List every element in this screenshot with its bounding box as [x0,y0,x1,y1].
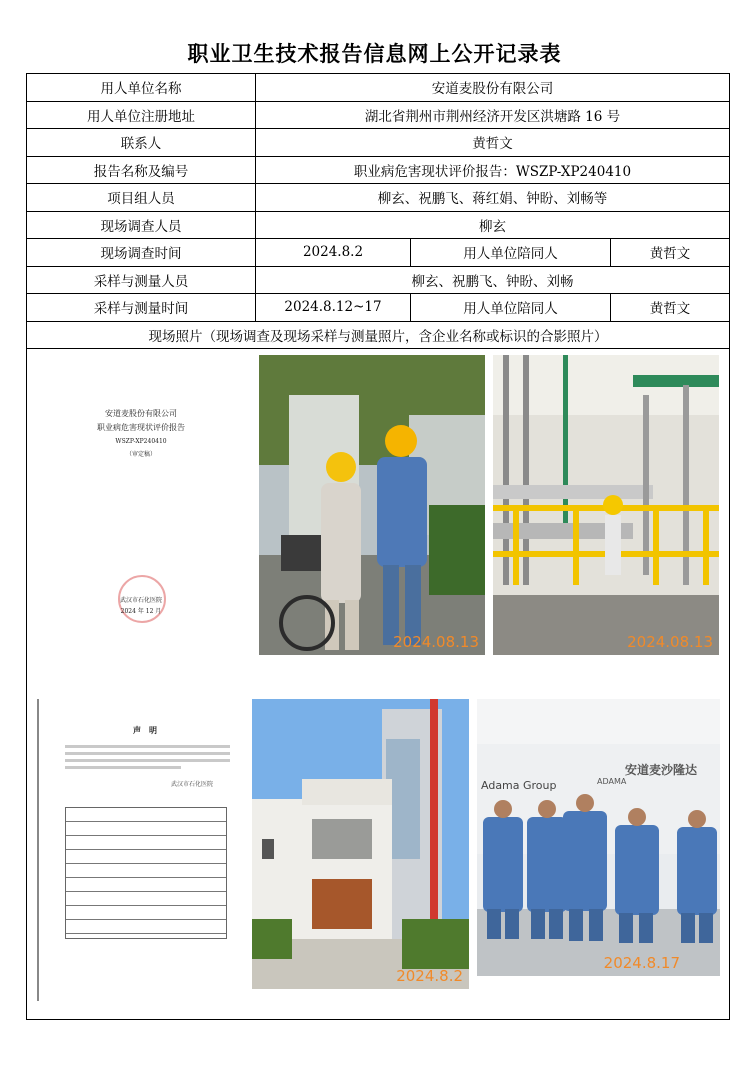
contact-value: 黄哲文 [256,129,730,157]
accompany-label-2: 用人单位陪同人 [411,294,611,322]
row-survey-staff [27,211,730,239]
survey-time-value: 2024.8.2 [256,239,411,267]
building-scene [252,699,469,989]
team-value: 柳玄、祝鹏飞、蒋红娟、钟盼、刘畅等 [256,184,730,212]
sampling-time-value: 2024.8.12~17 [256,294,411,322]
survey-staff-label: 现场调查人员 [27,211,256,239]
survey-photo-building [252,699,469,989]
workers-scene [259,355,485,655]
survey-staff-value: 柳玄 [256,211,730,239]
row-survey-time [27,239,730,267]
pipes-scene [493,355,719,655]
cover-org: 武汉市石化医院 [119,597,162,604]
accompany-label-1: 用人单位陪同人 [411,239,611,267]
company-label: 用人单位名称 [27,74,256,102]
cover-line1: 安道麦股份有限公司 [105,409,177,418]
report-value: 职业病危害现状评价报告：WSZP-XP240410 [256,156,730,184]
row-photos [27,349,730,1020]
sign-text-2: 安道麦沙隆达 [625,763,698,777]
contact-label: 联系人 [27,129,256,157]
survey-photo-workers [259,355,485,655]
row-contact [27,129,730,157]
sampling-time-label: 采样与测量时间 [27,294,256,322]
group-photo [477,699,720,976]
statement-org: 武汉市石化医院 [171,781,214,788]
group-scene [477,699,720,976]
cover-note: （审定稿） [125,451,156,458]
accompany-value-2: 黄哲文 [611,294,730,322]
signature-table [65,807,227,939]
photos-label: 现场照片（现场调查及现场采样与测量照片，含企业名称或标识的合影照片） [27,321,730,349]
statement-photo [37,699,251,1001]
photo-date-stamp-1: 2024.08.13 [393,633,479,651]
company-value: 安道麦股份有限公司 [256,74,730,102]
photo-date-stamp-2: 2024.08.13 [627,633,713,651]
photo-date-stamp-4: 2024.8.17 [603,954,680,972]
statement-heading: 声 明 [133,725,157,735]
photo-date-stamp-3: 2024.8.2 [396,967,463,985]
row-address [27,101,730,129]
photos-area [27,349,730,1020]
row-company [27,74,730,102]
accompany-value-1: 黄哲文 [611,239,730,267]
cover-date: 2024 年 12 月 [120,608,162,615]
record-table [26,73,730,1020]
address-label: 用人单位注册地址 [27,101,256,129]
cover-line2: 职业病危害现状评价报告 [97,423,185,432]
row-sampling-time [27,294,730,322]
cover-code: WSZP-XP240410 [115,438,167,445]
sampling-staff-label: 采样与测量人员 [27,266,256,294]
report-label: 报告名称及编号 [27,156,256,184]
survey-photo-pipes [493,355,719,655]
sign-text-3: ADAMA [597,777,627,786]
row-photos-label [27,321,730,349]
report-cover-photo [27,353,255,653]
sampling-staff-value: 柳玄、祝鹏飞、钟盼、刘畅 [256,266,730,294]
address-value: 湖北省荆州市荆州经济开发区洪塘路 16 号 [256,101,730,129]
sign-text-1: Adama Group [481,779,557,792]
team-label: 项目组人员 [27,184,256,212]
page-title: 职业卫生技术报告信息网上公开记录表 [187,41,562,66]
survey-time-label: 现场调查时间 [27,239,256,267]
row-team [27,184,730,212]
row-report [27,156,730,184]
row-sampling-staff [27,266,730,294]
